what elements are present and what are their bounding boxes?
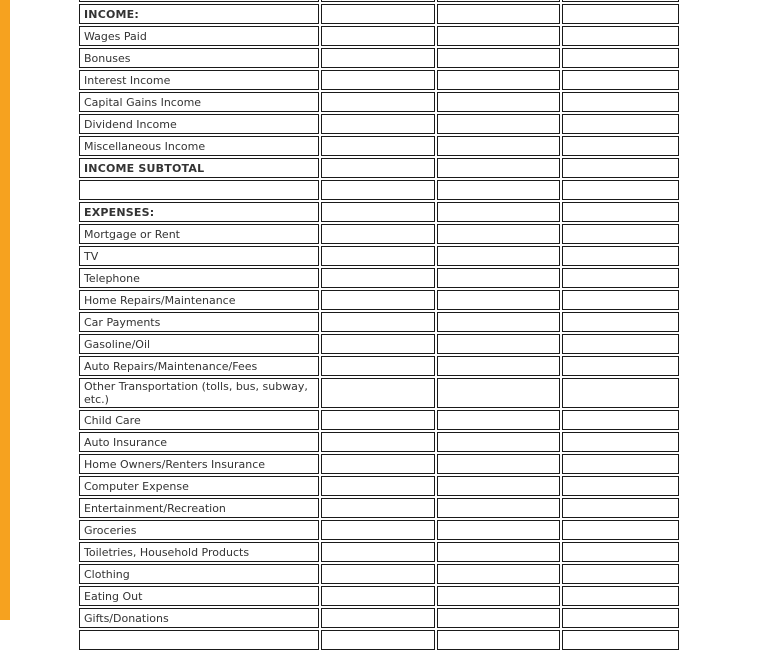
table-row	[79, 26, 679, 46]
value-cell[interactable]	[321, 520, 435, 540]
value-cell[interactable]	[321, 246, 435, 266]
value-cell[interactable]	[562, 312, 679, 332]
value-cell[interactable]	[562, 4, 679, 24]
table-row	[79, 630, 679, 650]
value-cell[interactable]	[321, 564, 435, 584]
value-cell[interactable]	[562, 180, 679, 200]
row-label-cell[interactable]: Clothing	[79, 564, 319, 584]
row-label-cell[interactable]: TV	[79, 246, 319, 266]
value-cell[interactable]	[562, 608, 679, 628]
table-row	[79, 224, 679, 244]
value-cell[interactable]	[321, 432, 435, 452]
value-cell[interactable]	[562, 26, 679, 46]
value-cell[interactable]	[321, 158, 435, 178]
table-row	[79, 564, 679, 584]
value-cell[interactable]	[321, 586, 435, 606]
value-cell[interactable]	[321, 498, 435, 518]
page-edge-accent-stripe	[0, 0, 10, 620]
row-label-cell[interactable]: Home Repairs/Maintenance	[79, 290, 319, 310]
value-cell[interactable]	[437, 476, 560, 496]
row-label-cell[interactable]	[79, 630, 319, 650]
value-cell[interactable]	[437, 180, 560, 200]
value-cell[interactable]	[562, 410, 679, 430]
value-cell[interactable]	[321, 136, 435, 156]
value-cell[interactable]	[562, 70, 679, 90]
table-row	[79, 520, 679, 540]
value-cell[interactable]	[321, 476, 435, 496]
value-cell[interactable]	[321, 224, 435, 244]
value-cell[interactable]	[562, 378, 679, 408]
table-row	[79, 312, 679, 332]
value-cell[interactable]	[437, 114, 560, 134]
value-cell[interactable]	[437, 4, 560, 24]
value-cell[interactable]	[562, 520, 679, 540]
value-cell[interactable]	[562, 48, 679, 68]
value-cell[interactable]	[437, 224, 560, 244]
value-cell[interactable]	[562, 246, 679, 266]
table-row	[79, 246, 679, 266]
value-cell[interactable]	[321, 410, 435, 430]
row-label-cell[interactable]: Child Care	[79, 410, 319, 430]
row-label-cell[interactable]: Mortgage or Rent	[79, 224, 319, 244]
budget-sheet	[77, 0, 681, 652]
value-cell[interactable]	[562, 202, 679, 222]
value-cell[interactable]	[321, 26, 435, 46]
value-cell[interactable]	[321, 202, 435, 222]
row-label-cell[interactable]: Home Owners/Renters Insurance	[79, 454, 319, 474]
value-cell[interactable]	[562, 542, 679, 562]
row-label-cell[interactable]: Auto Insurance	[79, 432, 319, 452]
value-cell[interactable]	[437, 26, 560, 46]
table-row	[79, 290, 679, 310]
row-label-cell[interactable]: Gifts/Donations	[79, 608, 319, 628]
section-label-cell[interactable]: INCOME:	[79, 4, 319, 24]
value-cell[interactable]	[437, 246, 560, 266]
table-row	[79, 454, 679, 474]
value-cell[interactable]	[562, 454, 679, 474]
header-cell-budget[interactable]	[562, 0, 679, 2]
table-row	[79, 476, 679, 496]
value-cell[interactable]	[562, 268, 679, 288]
row-label-cell[interactable]: Auto Repairs/Maintenance/Fees	[79, 356, 319, 376]
value-cell[interactable]	[321, 180, 435, 200]
value-cell[interactable]	[321, 48, 435, 68]
value-cell[interactable]	[562, 432, 679, 452]
value-cell[interactable]	[437, 136, 560, 156]
value-cell[interactable]	[437, 92, 560, 112]
value-cell[interactable]	[321, 70, 435, 90]
table-header-row	[79, 0, 679, 2]
value-cell[interactable]	[321, 114, 435, 134]
row-label-cell[interactable]: Groceries	[79, 520, 319, 540]
value-cell[interactable]	[321, 378, 435, 408]
header-cell-labels[interactable]	[79, 0, 319, 2]
table-row	[79, 114, 679, 134]
row-label-cell[interactable]: Entertainment/Recreation	[79, 498, 319, 518]
row-label-cell[interactable]: Capital Gains Income	[79, 92, 319, 112]
row-label-cell[interactable]: Gasoline/Oil	[79, 334, 319, 354]
row-label-cell[interactable]: Interest Income	[79, 70, 319, 90]
value-cell[interactable]	[437, 378, 560, 408]
value-cell[interactable]	[321, 542, 435, 562]
value-cell[interactable]	[562, 290, 679, 310]
value-cell[interactable]	[437, 520, 560, 540]
table-row	[79, 356, 679, 376]
table-row	[79, 268, 679, 288]
value-cell[interactable]	[562, 158, 679, 178]
value-cell[interactable]	[321, 334, 435, 354]
table-row	[79, 608, 679, 628]
value-cell[interactable]	[437, 70, 560, 90]
row-label-cell[interactable]: Dividend Income	[79, 114, 319, 134]
table-row	[79, 586, 679, 606]
value-cell[interactable]	[562, 630, 679, 650]
table-row	[79, 48, 679, 68]
row-label-cell[interactable]: Bonuses	[79, 48, 319, 68]
value-cell[interactable]	[437, 608, 560, 628]
value-cell[interactable]	[437, 498, 560, 518]
value-cell[interactable]	[321, 356, 435, 376]
value-cell[interactable]	[321, 268, 435, 288]
section-label-cell[interactable]: EXPENSES:	[79, 202, 319, 222]
table-row	[79, 4, 679, 24]
value-cell[interactable]	[437, 290, 560, 310]
budget-table-body	[79, 0, 679, 650]
value-cell[interactable]	[437, 158, 560, 178]
row-label-cell[interactable]: Other Transportation (tolls, bus, subway, etc.)	[79, 378, 319, 408]
value-cell[interactable]	[437, 432, 560, 452]
row-label-cell[interactable]: Eating Out	[79, 586, 319, 606]
table-row	[79, 202, 679, 222]
value-cell[interactable]	[321, 92, 435, 112]
value-cell[interactable]	[437, 542, 560, 562]
section-label-cell[interactable]: INCOME SUBTOTAL	[79, 158, 319, 178]
table-row	[79, 158, 679, 178]
table-row	[79, 378, 679, 408]
value-cell[interactable]	[437, 334, 560, 354]
row-label-cell[interactable]: Miscellaneous Income	[79, 136, 319, 156]
value-cell[interactable]	[437, 312, 560, 332]
value-cell[interactable]	[437, 268, 560, 288]
table-row	[79, 410, 679, 430]
table-row	[79, 542, 679, 562]
table-row	[79, 92, 679, 112]
value-cell[interactable]	[321, 290, 435, 310]
row-label-cell[interactable]: Computer Expense	[79, 476, 319, 496]
value-cell[interactable]	[437, 48, 560, 68]
value-cell[interactable]	[562, 136, 679, 156]
row-label-cell[interactable]: Wages Paid	[79, 26, 319, 46]
value-cell[interactable]	[562, 114, 679, 134]
value-cell[interactable]	[437, 454, 560, 474]
value-cell[interactable]	[321, 454, 435, 474]
row-label-cell[interactable]: Telephone	[79, 268, 319, 288]
row-label-cell[interactable]: Toiletries, Household Products	[79, 542, 319, 562]
value-cell[interactable]	[562, 498, 679, 518]
table-row	[79, 180, 679, 200]
table-row	[79, 432, 679, 452]
value-cell[interactable]	[562, 586, 679, 606]
value-cell[interactable]	[321, 312, 435, 332]
value-cell[interactable]	[321, 4, 435, 24]
value-cell[interactable]	[562, 476, 679, 496]
row-label-cell[interactable]	[79, 180, 319, 200]
value-cell[interactable]	[562, 334, 679, 354]
table-row	[79, 334, 679, 354]
value-cell[interactable]	[437, 202, 560, 222]
value-cell[interactable]	[321, 608, 435, 628]
header-cell-col3[interactable]	[437, 0, 560, 2]
value-cell[interactable]	[437, 586, 560, 606]
value-cell[interactable]	[437, 410, 560, 430]
budget-table	[77, 0, 681, 652]
value-cell[interactable]	[437, 564, 560, 584]
table-row	[79, 498, 679, 518]
value-cell[interactable]	[437, 356, 560, 376]
row-label-cell[interactable]: Car Payments	[79, 312, 319, 332]
value-cell[interactable]	[437, 630, 560, 650]
value-cell[interactable]	[562, 92, 679, 112]
header-cell-col2[interactable]	[321, 0, 435, 2]
table-row	[79, 70, 679, 90]
value-cell[interactable]	[321, 630, 435, 650]
value-cell[interactable]	[562, 224, 679, 244]
table-row	[79, 136, 679, 156]
value-cell[interactable]	[562, 564, 679, 584]
value-cell[interactable]	[562, 356, 679, 376]
